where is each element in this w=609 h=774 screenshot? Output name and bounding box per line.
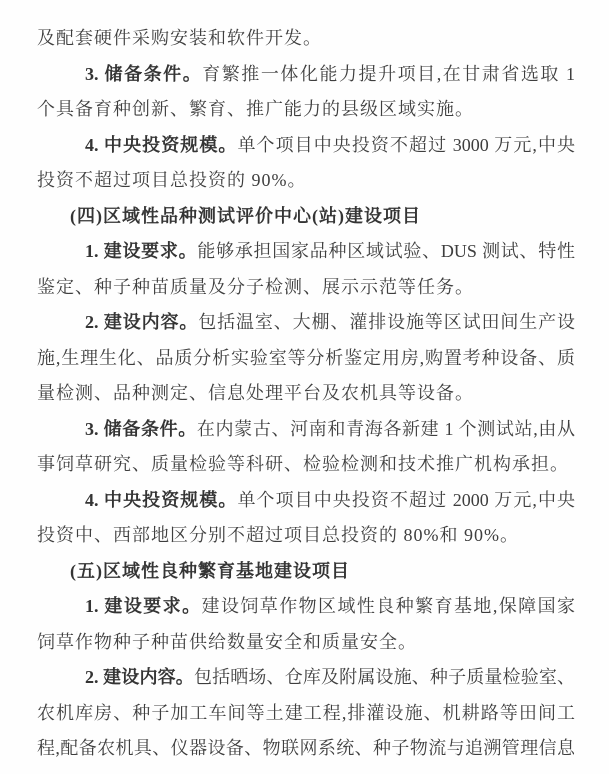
- body-text: 包括温室、大棚、灌排设施等区试田间生产设: [198, 312, 575, 332]
- text-line: [37, 305, 575, 341]
- section-heading: [37, 199, 575, 235]
- text-line: [37, 696, 575, 732]
- text-line: [37, 376, 575, 412]
- bold-run-in-label: 3. 储备条件。: [85, 418, 197, 439]
- text-line: [37, 447, 575, 483]
- text-line: [37, 92, 575, 128]
- body-text: 育繁推一体化能力提升项目,在甘肃省选取 1: [202, 63, 575, 84]
- bold-run-in-label: 2. 建设内容。: [85, 312, 199, 332]
- text-line: [37, 483, 575, 519]
- body-text: 鉴定、种子种苗质量及分子检测、展示示范等任务。: [37, 276, 474, 297]
- body-text: 投资不超过项目总投资的 90%。: [37, 170, 307, 190]
- bold-run-in-label: 2. 建设内容。: [85, 667, 194, 687]
- body-text: 建设饲草作物区域性良种繁育基地,保障国家: [201, 596, 575, 616]
- text-line: [37, 589, 575, 625]
- section-heading: [37, 554, 575, 590]
- text-line: [37, 270, 575, 306]
- body-text: 单个项目中央投资不超过 2000 万元,中央: [237, 489, 575, 510]
- text-line: [37, 412, 575, 448]
- bold-run-in-label: 4. 中央投资规模。: [85, 489, 238, 510]
- text-line: [37, 625, 575, 661]
- body-text: 能够承担国家品种区域试验、DUS 测试、特性: [197, 241, 575, 261]
- text-line: [37, 731, 575, 767]
- text-line: [37, 341, 575, 377]
- text-line: [37, 234, 575, 270]
- body-text: 包括晒场、仓库及附属设施、种子质量检验室、: [193, 667, 575, 687]
- text-line: [37, 660, 575, 696]
- bold-run-in-label: 1. 建设要求。: [85, 596, 202, 616]
- body-text: 个具备育种创新、繁育、推广能力的县级区域实施。: [37, 99, 474, 119]
- body-text: 投资中、西部地区分别不超过项目总投资的 80%和 90%。: [37, 525, 519, 545]
- text-line: [37, 518, 575, 554]
- body-text: 在内蒙古、河南和青海各新建 1 个测试站,由从: [196, 418, 575, 439]
- body-text: 量检测、品种测定、信息处理平台及农机具等设备。: [37, 383, 474, 403]
- body-text: 农机库房、种子加工车间等土建工程,排灌设施、机耕路等田间工: [37, 702, 575, 723]
- bold-run-in-label: (五)区域性良种繁育基地建设项目: [70, 560, 350, 581]
- bold-run-in-label: 4. 中央投资规模。: [85, 134, 238, 155]
- text-line: [37, 163, 575, 199]
- body-text: 饲草作物种子种苗供给数量安全和质量安全。: [37, 631, 417, 652]
- bold-run-in-label: 3. 储备条件。: [85, 63, 203, 84]
- text-line: [37, 57, 575, 93]
- body-text: 单个项目中央投资不超过 3000 万元,中央: [237, 134, 575, 155]
- body-text: 施,生理生化、品质分析实验室等分析鉴定用房,购置考种设备、质: [37, 347, 575, 368]
- text-line: [37, 128, 575, 164]
- body-text: 及配套硬件采购安装和软件开发。: [37, 28, 322, 48]
- body-text: 事饲草研究、质量检验等科研、检验检测和技术推广机构承担。: [37, 454, 569, 474]
- text-line: [37, 21, 575, 57]
- bold-run-in-label: (四)区域性品种测试评价中心(站)建设项目: [70, 205, 421, 226]
- bold-run-in-label: 1. 建设要求。: [85, 241, 198, 261]
- body-text: 程,配备农机具、仪器设备、物联网系统、种子物流与追溯管理信息: [37, 738, 575, 758]
